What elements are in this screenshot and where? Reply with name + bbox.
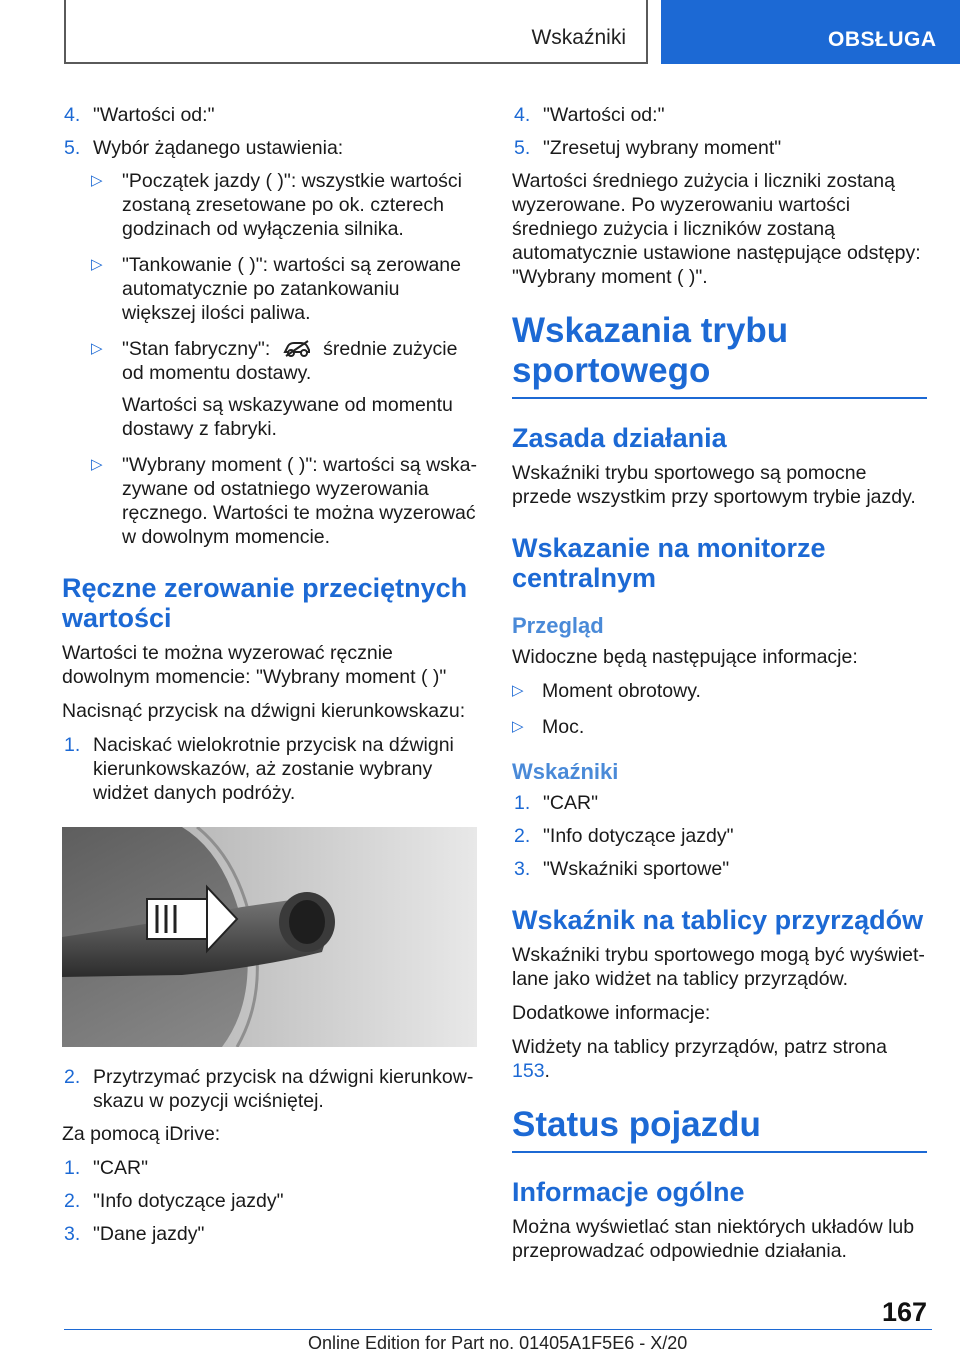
list-item [512,791,927,815]
section-heading-reczne-zerowanie: Ręczne zerowanie przeciętnych wartości [62,573,468,633]
paragraph-cross-reference [512,1035,927,1083]
triangle-bullet-icon: ▷ [512,718,524,735]
list-item [512,824,927,848]
list-item [62,103,477,127]
list-text: "Wartości od:" [93,104,215,126]
page-link-153[interactable]: 153 [512,1060,545,1082]
list-text: "Wskaźniki sportowe" [543,858,730,880]
list-item [62,136,477,160]
section-heading-wskazanie-na-monitorze: Wskazanie na monitorze centralnym [512,533,826,593]
bullet-item [62,169,477,241]
list-number: 3. [64,1223,81,1245]
paragraph: Wartości średniego zużycia i liczniki zostaną wyzerowane. Po wyzerowaniu wartości średniego zużycia i liczników zostaną automatycznie ustawione następujące odstępy: "Wybrany moment ( )". [512,170,921,288]
list-number: 1. [514,792,531,814]
list-item [62,1222,477,1246]
paragraph: Wskaźniki trybu sportowego mogą być wyświetlane jako widżet na tablicy przyrządów. [512,944,925,990]
list-text: Przytrzymać przycisk na dźwigni kierunkowskazu w pozycji wciśniętej. [93,1066,474,1112]
list-number: 5. [64,137,81,159]
bullet-item [62,337,477,385]
list-text: "Info dotyczące jazdy" [93,1190,284,1212]
list-item [62,1065,477,1113]
list-text: "Wartości od:" [543,104,665,126]
chapter-heading-wskazania-trybu-sportowego: Wskazania trybu sportowego [512,311,927,399]
subsection-heading-przeglad: Przegląd [512,613,604,638]
bullet-item [62,453,477,549]
triangle-bullet-icon: ▷ [91,172,103,189]
list-item [512,103,927,127]
bullet-item [512,715,927,739]
triangle-bullet-icon: ▷ [91,256,103,273]
section-heading-informacje-ogolne: Informacje ogólne [512,1177,745,1207]
list-number: 1. [64,1157,81,1179]
list-number: 4. [514,104,531,126]
bullet-item [512,679,927,703]
paragraph: Wartości te można wyzerować ręcznie dowolnym momencie: "Wybrany moment ( )" [62,642,447,688]
turn-signal-lever-photo [62,827,477,1047]
list-item [62,733,477,805]
list-item [62,1189,477,1213]
list-number: 4. [64,104,81,126]
header-tab-obsluga[interactable]: OBSŁUGA [661,0,960,64]
bullet-text-pre: "Stan fabryczny": [122,338,276,360]
paragraph: Wskaźniki trybu sportowego są pomocne przede wszystkim przy sportowym trybie jazdy. [512,462,916,508]
bullet-text-post: średnie zużycie od momentu dostawy. [122,338,458,384]
footer-divider [64,1329,932,1330]
bullet-text: "Początek jazdy ( )": wszystkie wartości zostaną zresetowane po ok. czterech godzinach od wyłączenia silnika. [122,170,463,240]
section-heading-zasada-dzialania: Zasada działania [512,423,727,453]
cross-reference-text: Widżety na tablicy przyrządów, patrz strona [512,1036,887,1058]
bullet-text: "Tankowanie ( )": wartości są zerowane automatycznie po zatankowaniu większej ilości paliwa. [122,254,461,324]
list-text: "Dane jazdy" [93,1223,205,1245]
paragraph: Widoczne będą następujące informacje: [512,646,858,668]
cross-reference-end: . [544,1060,550,1082]
list-text: "Zresetuj wybrany moment" [543,137,782,159]
eco-car-icon [282,338,312,358]
triangle-bullet-icon: ▷ [512,682,524,699]
triangle-bullet-icon: ▷ [91,340,103,357]
list-text: "CAR" [543,792,599,814]
header-section-title: Wskaźniki [531,26,626,49]
bullet-text: Moment obrotowy. [542,680,701,702]
triangle-bullet-icon: ▷ [91,456,103,473]
list-text: "Info dotyczące jazdy" [543,825,734,847]
footer-edition-text: Online Edition for Part no. 01405A1F5E6 - X/20 [308,1333,688,1353]
paragraph: Można wyświetlać stan niektórych układów lub przeprowadzać odpowiednie działania. [512,1216,915,1262]
list-number: 2. [64,1066,81,1088]
bullet-text: "Wybrany moment ( )": wartości są wskazywane od ostatniego wyzerowania ręcznego. Wartości te można wyzerować w dowolnym momencie. [122,454,477,548]
list-number: 5. [514,137,531,159]
list-text: Wybór żądanego ustawienia: [93,137,344,159]
bullet-subparagraph: Wartości są wskazywane od momentu dostawy z fabryki. [122,394,453,440]
list-item [512,857,927,881]
list-text: Naciskać wielokrotnie przycisk na dźwigni kierunkowskazów, aż zostanie wybrany widżet danych podróży. [93,734,454,804]
paragraph: Nacisnąć przycisk na dźwigni kierunkowskazu: [62,700,466,722]
list-item [512,136,927,160]
page-number: 167 [881,1297,927,1327]
section-heading-wskaznik-na-tablicy: Wskaźnik na tablicy przyrządów [512,905,924,935]
list-text: "CAR" [93,1157,149,1179]
list-number: 3. [514,858,531,880]
subsection-heading-wskazniki: Wskaźniki [512,759,619,784]
paragraph: Za pomocą iDrive: [62,1123,221,1145]
bullet-text: Moc. [542,716,585,738]
right-column [512,103,927,1273]
paragraph: Dodatkowe informacje: [512,1002,711,1024]
list-number: 1. [64,734,81,756]
bullet-item [62,253,477,325]
list-number: 2. [64,1190,81,1212]
list-item [62,1156,477,1180]
list-number: 2. [514,825,531,847]
left-column [62,103,477,1255]
chapter-heading-status-pojazdu: Status pojazdu [512,1105,927,1153]
